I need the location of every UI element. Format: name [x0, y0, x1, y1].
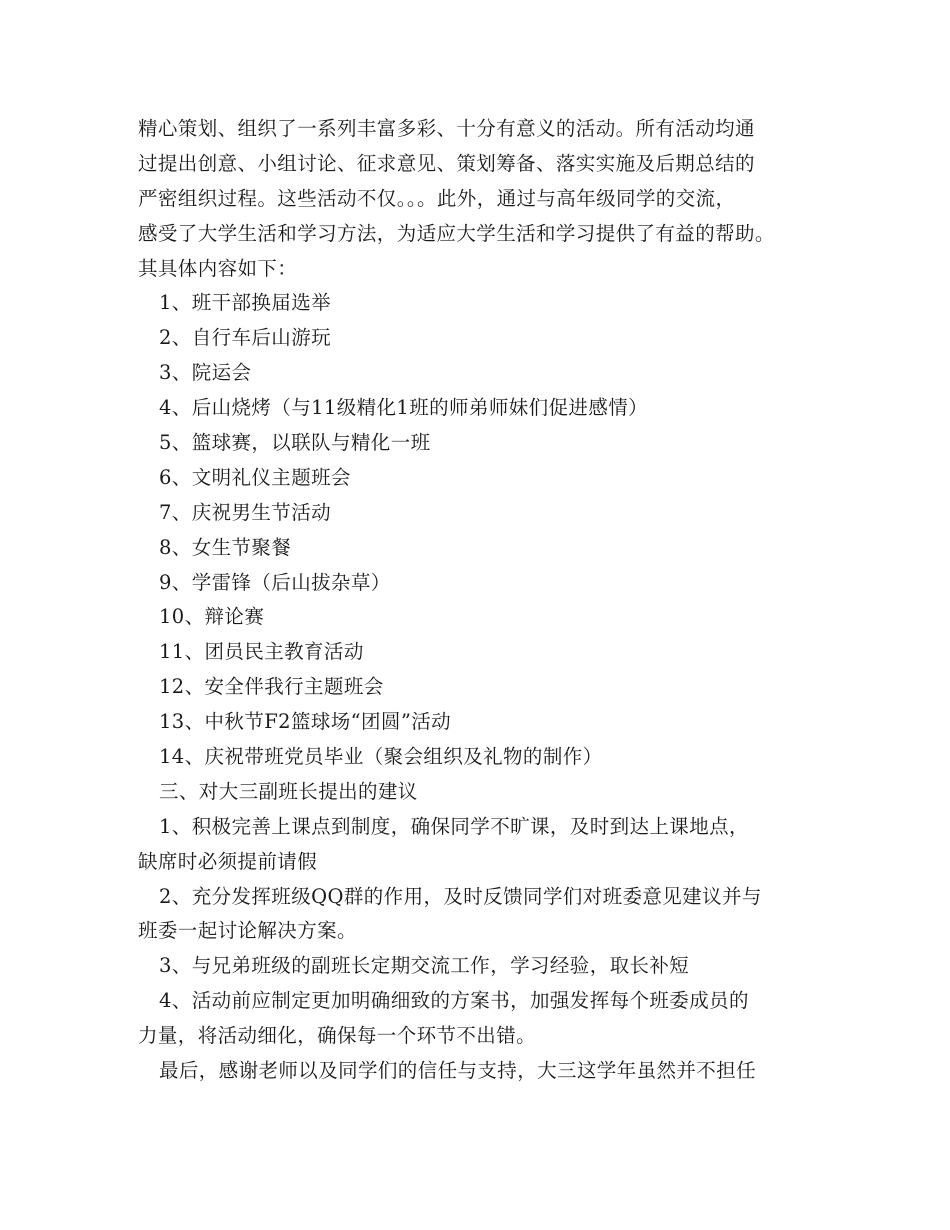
text-line: 4、活动前应制定更加明确细致的方案书，加强发挥每个班委成员的	[159, 989, 749, 1013]
text-line: 13、中秋节F2篮球场“团圆”活动	[159, 710, 451, 734]
text-line: 3、与兄弟班级的副班长定期交流工作，学习经验，取长补短	[159, 954, 690, 978]
text-line: 14、庆祝带班党员毕业（聚会组织及礼物的制作）	[159, 745, 603, 769]
text-line: 缺席时必须提前请假	[138, 849, 318, 873]
text-line: 11、团员民主教育活动	[159, 640, 364, 664]
text-line: 力量，将活动细化，确保每一个环节不出错。	[138, 1024, 537, 1048]
text-line: 8、女生节聚餐	[159, 535, 292, 559]
text-line: 9、学雷锋（后山拔杂草）	[159, 570, 391, 594]
text-line: 1、积极完善上课点到制度，确保同学不旷课，及时到达上课地点，	[159, 814, 749, 838]
text-line: 感受了大学生活和学习方法，为适应大学生活和学习提供了有益的帮助。	[138, 221, 775, 245]
text-line: 7、庆祝男生节活动	[159, 500, 332, 524]
text-line: 严密组织过程。这些活动不仅。。。此外，通过与高年级同学的交流，	[138, 186, 736, 210]
text-line: 三、对大三副班长提出的建议	[159, 779, 418, 803]
text-line: 2、自行车后山游玩	[159, 326, 332, 350]
document-body	[138, 112, 828, 1089]
text-line: 精心策划、组织了一系列丰富多彩、十分有意义的活动。所有活动均通	[138, 117, 755, 140]
text-line: 12、安全伴我行主题班会	[159, 675, 384, 699]
text-line: 2、充分发挥班级QQ群的作用，及时反馈同学们对班委意见建议并与	[159, 884, 762, 908]
text-line: 过提出创意、小组讨论、征求意见、策划筹备、落实实施及后期总结的	[138, 151, 755, 175]
text-line: 6、文明礼仪主题班会	[159, 465, 351, 489]
text-line: 班委一起讨论解决方案。	[138, 919, 357, 943]
text-line: 4、后山烧烤（与11级精化1班的师弟师妹们促进感情）	[159, 396, 649, 420]
text-line: 1、班干部换届选举	[159, 291, 332, 315]
text-line: 5、篮球赛，以联队与精化一班	[159, 431, 431, 455]
text-line: 3、院运会	[159, 361, 252, 385]
text-line: 最后，感谢老师以及同学们的信任与支持，大三这学年虽然并不担任	[159, 1059, 757, 1083]
text-line: 其具体内容如下：	[138, 256, 298, 280]
text-line: 10、辩论赛	[159, 605, 265, 629]
